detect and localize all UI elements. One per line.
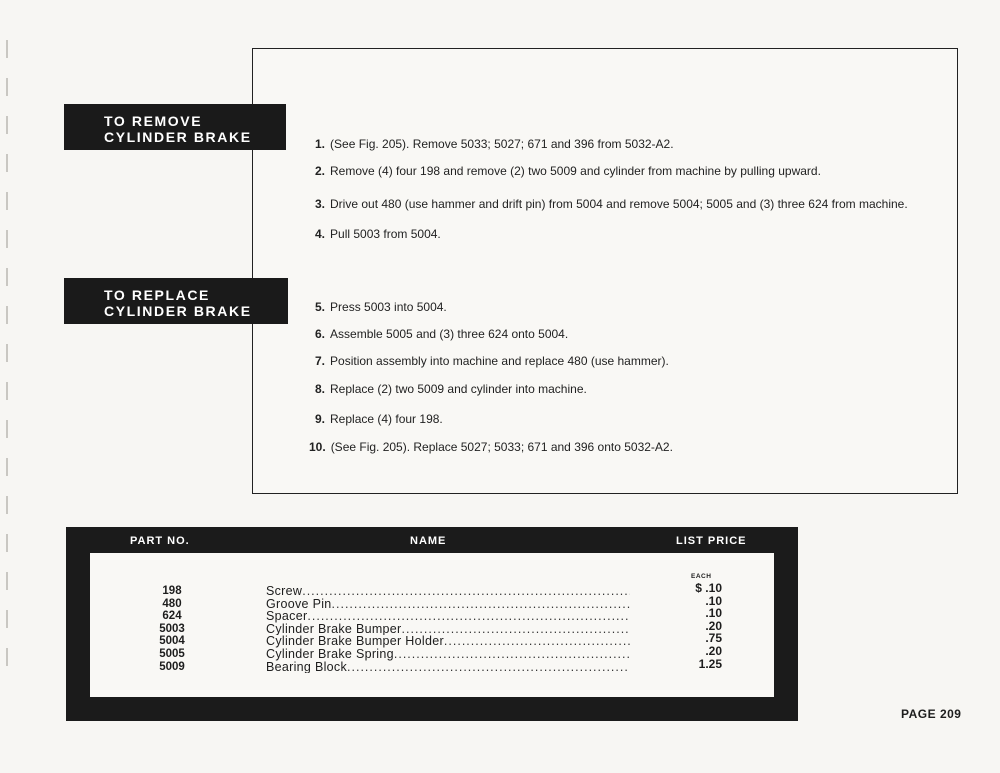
list-price: $ .10 [695,581,722,595]
step-number: 9. [315,412,326,426]
dot-leader [307,610,630,623]
part-name: Screw [266,585,303,598]
step-1 [315,137,674,151]
dot-leader [332,598,630,611]
list-price: 1.25 [698,656,722,671]
dot-leader [444,635,630,648]
each-label: EACH [691,573,712,580]
step-number: 6. [315,327,326,341]
part-number-column [142,585,202,673]
to-replace-heading [64,278,288,324]
list-price: .20 [705,643,722,658]
part-name: Cylinder Brake Bumper Holder [266,635,444,648]
step-text: Position assembly into machine and replace 480 (use hammer). [330,354,669,368]
step-9 [315,412,443,426]
header-part-no: PART NO. [130,535,190,547]
step-5 [315,300,447,314]
step-10 [309,440,673,454]
part-name: Cylinder Brake Spring [266,647,394,661]
part-name-row [266,635,630,648]
step-number: 5. [315,300,326,314]
part-number: 5003 [159,622,185,635]
step-text: Remove (4) four 198 and remove (2) two 5009 and cylinder from machine by pulling upward. [330,164,821,178]
part-name-row [266,661,630,674]
step-number: 7. [315,354,326,368]
part-number: 5009 [159,660,185,673]
part-name-row [266,648,630,661]
part-name-row [266,623,630,636]
step-number: 3. [315,197,326,211]
part-number: 198 [162,585,182,597]
step-text: Pull 5003 from 5004. [330,227,441,241]
step-4 [315,227,441,241]
header-list-price: LIST PRICE [676,535,747,547]
part-name: Bearing Block [266,660,348,674]
instructions-box [252,48,958,494]
step-2 [315,164,821,178]
step-text: Replace (2) two 5009 and cylinder into machine. [330,382,587,396]
list-price: .20 [705,618,722,633]
header-name: NAME [410,535,447,547]
list-price-column [672,582,722,670]
step-text: (See Fig. 205). Replace 5027; 5033; 671 and 396 onto 5032-A2. [330,440,673,454]
to-replace-heading-line1: TO REPLACE [104,287,210,303]
step-text: (See Fig. 205). Remove 5033; 5027; 671 and 396 from 5032-A2. [330,137,674,151]
to-remove-heading [64,104,286,150]
dot-leader [302,585,630,598]
part-number: 480 [162,597,182,610]
step-text: Replace (4) four 198. [330,412,443,426]
step-text: Drive out 480 (use hammer and drift pin) from 5004 and remove 5004; 5005 and (3) three 624 from machine. [330,197,908,211]
part-name-column [266,585,630,673]
part-number: 5005 [159,647,185,660]
part-name-row [266,585,630,598]
part-name-row [266,610,630,623]
dot-leader [347,661,630,674]
to-remove-heading-line2: CYLINDER BRAKE [104,129,252,145]
step-number: 4. [315,227,326,241]
parts-table-body [90,553,774,697]
step-number: 10. [309,440,326,454]
to-replace-heading-line2: CYLINDER BRAKE [104,303,252,319]
step-number: 8. [315,382,326,396]
dot-leader [402,623,630,636]
step-text: Press 5003 into 5004. [330,300,447,314]
part-name-row [266,598,630,611]
binding-edge [6,40,10,740]
step-number: 1. [315,137,326,151]
list-price: .10 [705,606,722,621]
step-text: Assemble 5005 and (3) three 624 onto 5004. [330,327,569,341]
step-number: 2. [315,164,326,178]
step-7 [315,354,669,368]
to-remove-heading-line1: TO REMOVE [104,113,203,129]
part-name: Spacer [266,610,308,623]
step-8 [315,382,587,396]
page-number: PAGE 209 [901,707,962,721]
part-name: Cylinder Brake Bumper [266,622,402,636]
parts-table [66,527,798,721]
step-6 [315,327,568,341]
part-number: 624 [162,610,182,623]
list-price: .10 [705,593,722,608]
list-price: .75 [705,631,722,646]
dot-leader [394,648,630,661]
step-3 [315,197,908,211]
part-number: 5004 [159,635,185,648]
part-name: Groove Pin [266,597,332,611]
